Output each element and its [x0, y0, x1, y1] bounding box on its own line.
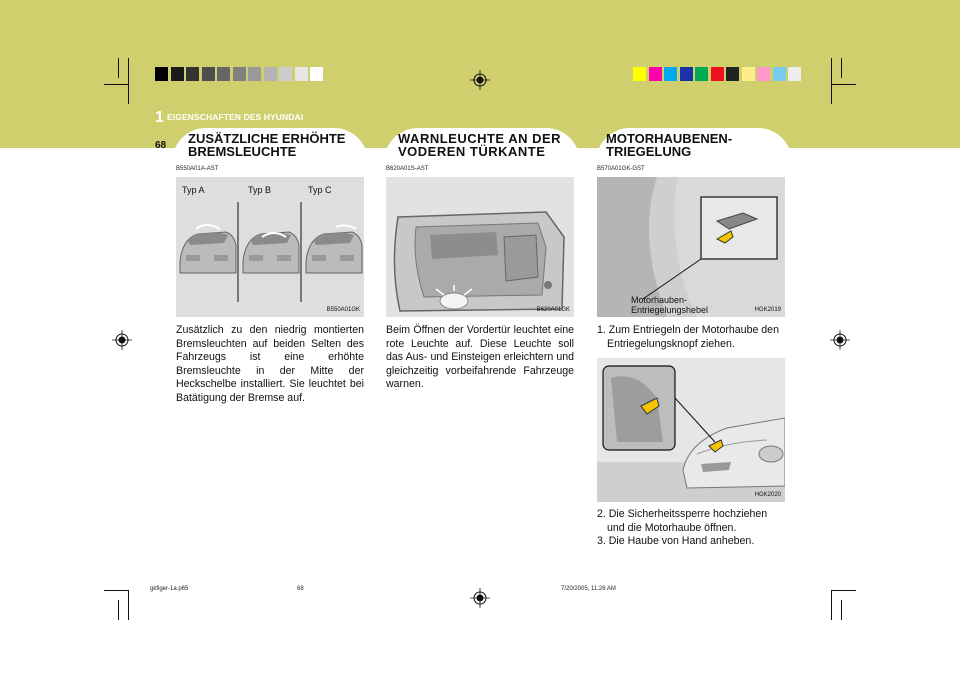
chapter-title: EIGENSCHAFTEN DES HYUNDAI — [167, 112, 304, 122]
footer-timestamp: 7/20/2005, 11:26 AM — [561, 586, 616, 592]
color-swatch — [773, 67, 786, 81]
figure-code: B550A01GK — [326, 307, 360, 313]
figure-door-warning-light — [386, 177, 574, 317]
hood-lever-label: Motorhauben- Entriegelungshebel — [631, 295, 709, 315]
section-code: B620A01S-AST — [386, 166, 429, 172]
page-number: 68 — [155, 140, 167, 151]
figure-code: HGK2019 — [754, 307, 781, 313]
section-code: B550A01A-AST — [176, 166, 219, 172]
door-warning-description: Beim Öffnen der Vordertür leuchtet eine rote Leuchte auf. Diese Leuchte soll das Aus- und Einsteigen erleichtern und gleichzeitig vorbeifahrende Fahrzeuge warnen. — [386, 324, 574, 391]
registration-mark-icon — [112, 330, 132, 350]
figure-hood-release-lever — [597, 177, 785, 317]
figure-code: HGK2020 — [754, 492, 781, 498]
registration-mark-icon — [830, 330, 850, 350]
color-swatch — [649, 67, 662, 81]
color-swatch — [171, 67, 184, 81]
brake-light-description: Zusätzlich zu den niedrig montierten Bremsleuchten auf beiden Selten des Fahrzeugs ist eine erhöhte Bremsleuchte in der Mitte der Heckschelbe installiert. Sie leuchtet bei Batätigung der Bremse auf. — [176, 324, 364, 404]
figure-hood-safety-catch — [597, 358, 785, 502]
chapter-number: 1 — [155, 109, 164, 126]
section-heading-door-warning: WARNLEUCHTE AN DER VODEREN TÜRKANTE — [398, 131, 562, 159]
color-swatch — [248, 67, 261, 81]
section-heading-hood-release: MOTORHAUBENEN- TRIEGELUNG — [606, 131, 733, 159]
registration-mark-icon — [470, 70, 490, 90]
color-swatch — [711, 67, 724, 81]
hood-steps-2-3: 2. Die Sicherheitssperre hochziehen und die Motorhaube öffnen. 3. Die Haube von Hand anheben. — [597, 508, 768, 548]
color-swatch — [202, 67, 215, 81]
figure-code: B620A01GK — [536, 307, 570, 313]
color-swatch — [680, 67, 693, 81]
color-swatch — [633, 67, 646, 81]
registration-mark-icon — [470, 588, 490, 608]
footer-filename: gkfiger-1a.p65 — [150, 586, 189, 592]
section-code: B570A01GK-GST — [597, 166, 645, 172]
color-swatch — [186, 67, 199, 81]
figure-brake-light-types — [176, 177, 364, 317]
color-swatch — [664, 67, 677, 81]
color-swatch — [742, 67, 755, 81]
color-swatch — [279, 67, 292, 81]
section-heading-brake-light: ZUSÄTZLICHE ERHÖHTE BREMSLEUCHTE — [188, 131, 346, 159]
color-swatch — [788, 67, 801, 81]
color-swatch — [695, 67, 708, 81]
fig-label-typ-c: Typ C — [308, 185, 332, 195]
color-swatch — [757, 67, 770, 81]
color-swatch — [155, 67, 168, 81]
color-swatch — [264, 67, 277, 81]
color-swatch — [310, 67, 323, 81]
hood-step-1: 1. Zum Entriegeln der Motorhaube den Entriegelungsknopf ziehen. — [597, 324, 779, 350]
fig-label-typ-a: Typ A — [182, 185, 205, 195]
color-swatch — [726, 67, 739, 81]
color-swatch — [295, 67, 308, 81]
color-swatch — [217, 67, 230, 81]
color-swatch — [233, 67, 246, 81]
fig-label-typ-b: Typ B — [248, 185, 272, 195]
footer-page: 68 — [297, 586, 304, 592]
